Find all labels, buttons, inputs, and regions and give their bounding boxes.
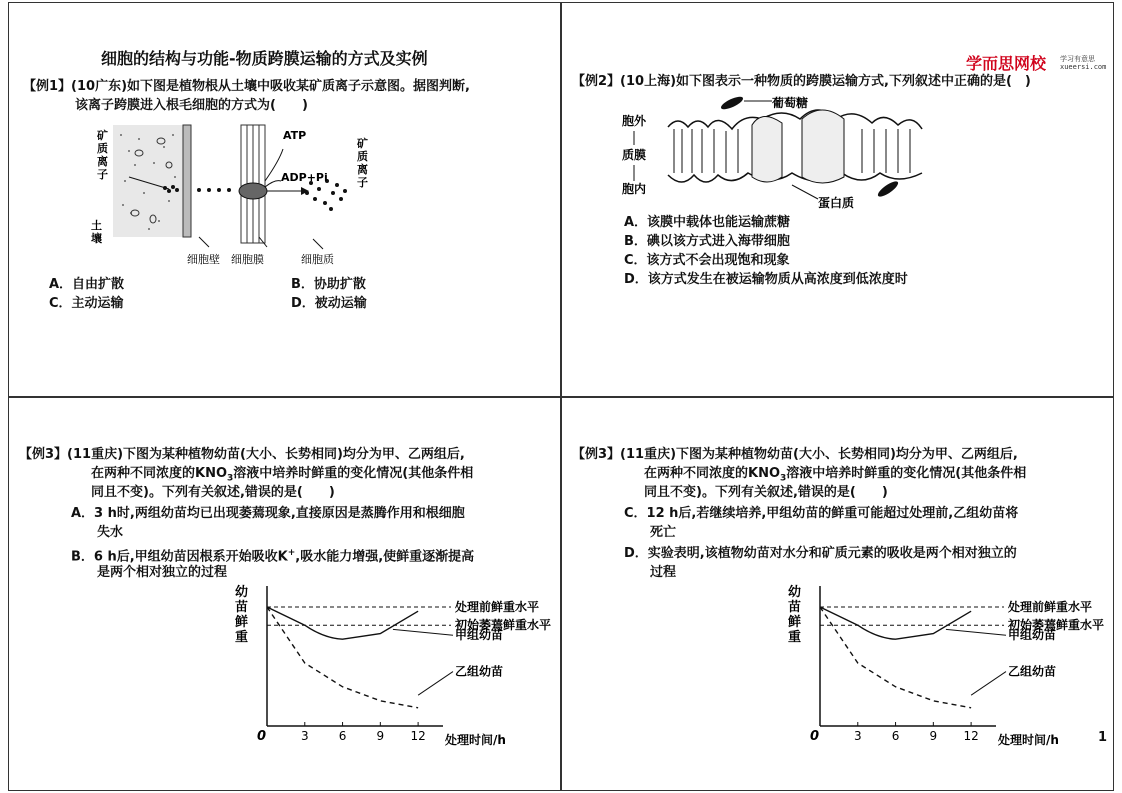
label-ion-left-4: 子 xyxy=(97,168,108,181)
option-d: D．该方式发生在被运输物质从高浓度到低浓度时 xyxy=(624,272,908,287)
brand-logo: 学而思网校 xyxy=(966,54,1047,73)
reference-line-label: 处理前鲜重水平 xyxy=(1008,600,1093,614)
protein-pointer xyxy=(792,185,818,199)
y-axis-label-char: 鲜 xyxy=(235,615,249,630)
label-inside: 胞内 xyxy=(622,182,647,196)
option-d: D．被动运输 xyxy=(291,296,367,311)
option-a: A．自由扩散 xyxy=(49,277,125,292)
series-label-pointer xyxy=(971,672,1006,696)
option-d-line2: 过程 xyxy=(650,565,677,580)
series-label-pointer xyxy=(418,672,453,696)
fresh-weight-chart xyxy=(231,584,561,754)
reference-line-label: 初始萎蔫鲜重水平 xyxy=(455,618,552,633)
label-cytoplasm: 细胞质 xyxy=(301,253,334,266)
label-ion-left-3: 离 xyxy=(97,155,108,168)
x-tick-label: 3 xyxy=(853,729,862,743)
cytoplasm-pointer xyxy=(313,239,323,249)
question-stem-line1: 【例1】(10广东)如下图是植物根从土壤中吸收某矿质离子示意图。据图判断, xyxy=(23,79,470,94)
option-c: C．该方式不会出现饱和现象 xyxy=(624,253,790,268)
x-tick-label: 9 xyxy=(376,729,385,743)
series-line xyxy=(820,607,971,639)
slide-example-3b xyxy=(561,397,1114,791)
page-number: 1 xyxy=(1098,730,1108,745)
y-axis-label-char: 苗 xyxy=(235,600,249,615)
reference-line-label: 处理前鲜重水平 xyxy=(455,600,540,614)
cell-wall-pointer xyxy=(199,237,209,247)
option-c-line1: C．12 h后,若继续培养,甲组幼苗的鲜重可能超过处理前,乙组幼苗将 xyxy=(624,506,1019,521)
label-ion-right-4: 子 xyxy=(357,176,368,189)
carrier-protein xyxy=(239,183,267,199)
label-cell-wall: 细胞壁 xyxy=(187,253,220,266)
series-label-pointer xyxy=(946,629,1006,635)
label-ion-right-2: 质 xyxy=(357,150,368,163)
membrane-outer-edge xyxy=(668,110,922,129)
series-line xyxy=(820,607,971,708)
adp-pointer xyxy=(265,181,281,187)
label-adp: ADP+Pi xyxy=(281,171,328,184)
glucose-molecule-1 xyxy=(719,94,744,111)
option-b-superscript: + xyxy=(287,548,296,558)
ion-absorption-figure xyxy=(69,121,389,271)
y-axis-label-char: 苗 xyxy=(788,600,802,615)
x-axis-label: 处理时间/h xyxy=(445,733,506,747)
x-tick-label: 12 xyxy=(963,729,979,743)
series-label: 甲组幼苗 xyxy=(455,628,504,643)
slide-example-1 xyxy=(8,2,561,397)
label-soil-1: 土 xyxy=(91,219,102,232)
option-c: C．主动运输 xyxy=(49,296,124,311)
label-ion-right-3: 离 xyxy=(357,163,368,176)
label-outside: 胞外 xyxy=(622,114,647,128)
stem-kno3: 在两种不同浓度的KNO xyxy=(91,466,228,481)
slide-example-3a xyxy=(8,397,561,791)
label-cell-membrane: 细胞膜 xyxy=(231,253,264,266)
slide-example-2 xyxy=(561,2,1114,397)
x-axis-label: 处理时间/h xyxy=(998,733,1059,747)
stem-kno3: 在两种不同浓度的KNO xyxy=(644,466,781,481)
option-b: B．碘以该方式进入海带细胞 xyxy=(624,234,790,249)
protein-1 xyxy=(752,116,782,182)
y-axis-label-char: 幼 xyxy=(788,585,802,600)
membrane-inner-edge xyxy=(668,173,922,182)
stem-subscript: 3 xyxy=(780,473,787,484)
question-stem: 【例2】(10上海)如下图表示一种物质的跨膜运输方式,下列叙述中正确的是( ) xyxy=(572,74,1031,89)
label-ion-right-1: 矿 xyxy=(357,137,368,150)
stem-subscript: 3 xyxy=(227,473,234,484)
x-tick-label: 6 xyxy=(891,729,900,743)
membrane-transport-figure xyxy=(622,89,952,213)
label-protein: 蛋白质 xyxy=(818,196,855,210)
label-ion-left-1: 矿 xyxy=(97,129,108,142)
reference-line-label: 初始萎蔫鲜重水平 xyxy=(1008,618,1105,633)
option-c-line2: 死亡 xyxy=(650,525,677,540)
x-tick-label: 3 xyxy=(300,729,309,743)
question-stem-line1: 【例3】(11重庆)下图为某种植物幼苗(大小、长势相同)均分为甲、乙两组后, xyxy=(572,447,1018,462)
question-stem-line2: 该离子跨膜进入根毛细胞的方式为( ) xyxy=(75,98,308,113)
option-b: B．协助扩散 xyxy=(291,277,366,292)
x-tick-label: 9 xyxy=(929,729,938,743)
y-axis-label-char: 鲜 xyxy=(788,615,802,630)
fresh-weight-chart xyxy=(784,584,1114,754)
label-soil-2: 壤 xyxy=(91,232,102,245)
membrane-pointer xyxy=(259,237,267,247)
protein-2 xyxy=(802,110,844,183)
x-tick-label: 12 xyxy=(410,729,426,743)
cell-wall xyxy=(183,125,191,237)
option-b-text-a: B．6 h后,甲组幼苗因根系开始吸收K xyxy=(71,549,288,565)
series-label: 乙组幼苗 xyxy=(1008,664,1057,679)
option-a: A．该膜中载体也能运输蔗糖 xyxy=(624,215,791,230)
option-b-line2: 是两个相对独立的过程 xyxy=(97,565,228,580)
question-stem-line1: 【例3】(11重庆)下图为某种植物幼苗(大小、长势相同)均分为甲、乙两组后, xyxy=(19,447,465,462)
y-axis-label-char: 重 xyxy=(235,630,249,645)
label-membrane: 质膜 xyxy=(622,148,647,162)
origin-label: 0 xyxy=(257,729,267,744)
label-atp: ATP xyxy=(283,129,307,142)
soil-region xyxy=(113,125,183,237)
series-label: 甲组幼苗 xyxy=(1008,628,1057,643)
option-b-text-b: ,吸水能力增强,使鲜重逐渐提高 xyxy=(295,549,475,565)
y-axis-label-char: 幼 xyxy=(235,585,249,600)
question-stem-line3: 同且不变)。下列有关叙述,错误的是( ) xyxy=(644,485,888,500)
stem-rest: 溶液中培养时鲜重的变化情况(其他条件相 xyxy=(786,466,1027,481)
brand-slogan: 学习有意思 xyxy=(1060,55,1095,63)
question-stem-line3: 同且不变)。下列有关叙述,错误的是( ) xyxy=(91,485,335,500)
brand-url: xueersi.com xyxy=(1060,63,1107,71)
label-glucose: 葡萄糖 xyxy=(772,96,809,110)
origin-label: 0 xyxy=(810,729,820,744)
slide-title: 细胞的结构与功能-物质跨膜运输的方式及实例 xyxy=(101,49,428,68)
y-axis-label-char: 重 xyxy=(788,630,802,645)
option-d-line1: D．实验表明,该植物幼苗对水分和矿质元素的吸收是两个相对独立的 xyxy=(624,546,1017,561)
phospholipid-tails xyxy=(674,129,910,173)
option-a-line1: A．3 h时,两组幼苗均已出现萎蔫现象,直接原因是蒸腾作用和根细胞 xyxy=(71,506,465,521)
option-a-line2: 失水 xyxy=(97,525,124,540)
series-line xyxy=(267,607,418,639)
series-label: 乙组幼苗 xyxy=(455,664,504,679)
glucose-molecule-3 xyxy=(876,179,900,199)
label-ion-left-2: 质 xyxy=(97,142,108,155)
series-line xyxy=(267,607,418,708)
series-label-pointer xyxy=(393,629,453,635)
stem-rest: 溶液中培养时鲜重的变化情况(其他条件相 xyxy=(233,466,474,481)
x-tick-label: 6 xyxy=(338,729,347,743)
